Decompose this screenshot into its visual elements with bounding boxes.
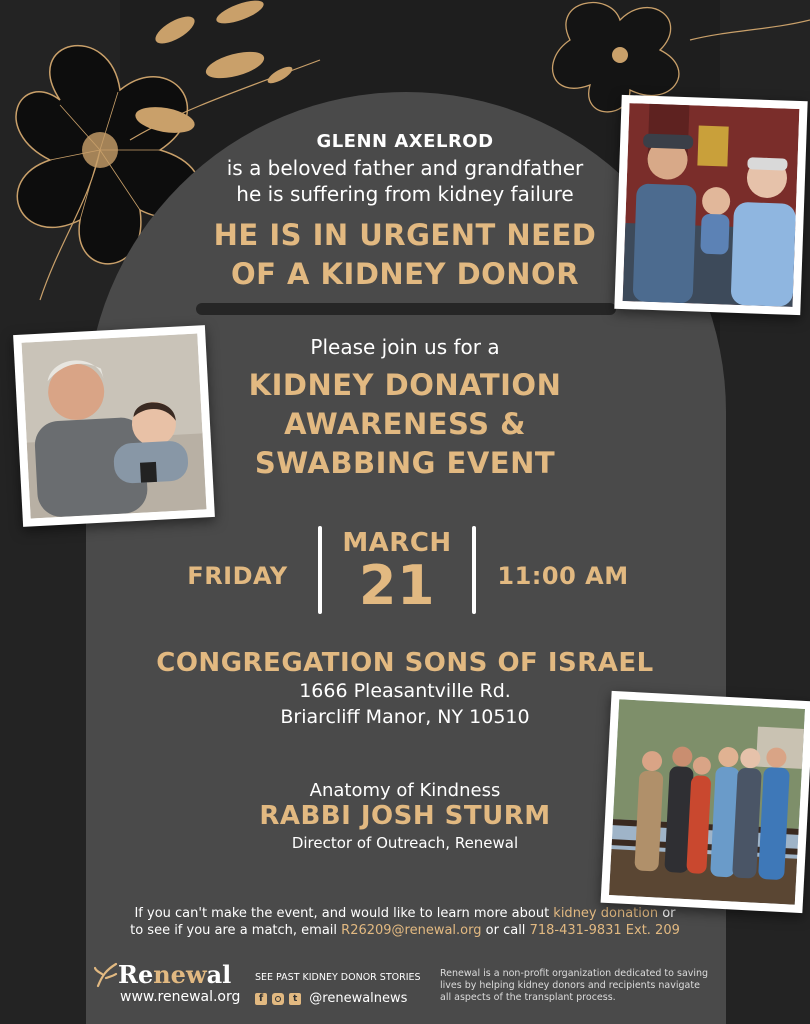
renewal-logo[interactable] xyxy=(94,960,244,990)
brand-text-pre: Re xyxy=(118,960,154,989)
patient-name: GLENN AXELROD xyxy=(316,131,494,152)
event-time: 11:00 AM xyxy=(497,562,629,590)
kidney-donation-link[interactable]: kidney donation xyxy=(553,906,659,921)
venue-street: 1666 Pleasantville Rd. xyxy=(299,680,511,702)
instagram-icon[interactable] xyxy=(272,993,284,1005)
urgent-need-heading-2: OF A KIDNEY DONOR xyxy=(230,257,580,291)
event-title-2: AWARENESS & xyxy=(284,407,526,441)
info-line-1: If you can't make the event, and would like to learn more about kidney donation or xyxy=(134,906,676,921)
event-date: 21 xyxy=(358,554,436,617)
venue-name: CONGREGATION SONS OF ISRAEL xyxy=(156,648,654,678)
info-line-2: to see if you are a match, email R26209@renewal.org or call 718-431-9831 Ext. 209 xyxy=(130,923,680,938)
brand-text-post: al xyxy=(206,960,232,989)
renewal-logo-icon xyxy=(94,962,118,988)
about-text: Renewal is a non-profit organization dedicated to saving lives by helping kidney donors and recipients navigate all aspects of the transplant process. xyxy=(440,968,709,1003)
urgent-need-heading-1: HE IS IN URGENT NEED xyxy=(213,218,597,252)
phone-link[interactable]: 718-431-9831 Ext. 209 xyxy=(529,923,680,938)
twitter-icon[interactable]: t xyxy=(289,993,301,1005)
social-icons xyxy=(255,988,408,1006)
event-title-3: SWABBING EVENT xyxy=(254,446,556,480)
venue-city: Briarcliff Manor, NY 10510 xyxy=(280,706,530,728)
speaker-role: Director of Outreach, Renewal xyxy=(291,834,519,852)
photo-grandfather-baby xyxy=(13,325,215,527)
donor-stories-label: SEE PAST KIDNEY DONOR STORIES xyxy=(255,972,421,983)
join-text: Please join us for a xyxy=(310,335,500,359)
photo-family-playground xyxy=(614,95,807,315)
event-title-1: KIDNEY DONATION xyxy=(248,368,562,402)
speaker-name: RABBI JOSH STURM xyxy=(259,801,551,831)
social-handle[interactable]: @renewalnews xyxy=(309,991,408,1006)
intro-line-1: is a beloved father and grandfather xyxy=(226,156,584,180)
divider xyxy=(196,303,616,315)
facebook-icon[interactable]: f xyxy=(255,993,267,1005)
date-divider-right xyxy=(472,526,476,614)
website-link[interactable]: www.renewal.org xyxy=(120,989,241,1005)
event-month: MARCH xyxy=(342,528,452,558)
photo-family-group xyxy=(601,691,810,913)
email-link[interactable]: R26209@renewal.org xyxy=(341,923,482,938)
speaker-topic: Anatomy of Kindness xyxy=(309,780,501,801)
intro-line-2: he is suffering from kidney failure xyxy=(236,182,574,206)
event-day: FRIDAY xyxy=(187,562,288,590)
date-divider-left xyxy=(318,526,322,614)
brand-text-mid: new xyxy=(153,960,207,989)
